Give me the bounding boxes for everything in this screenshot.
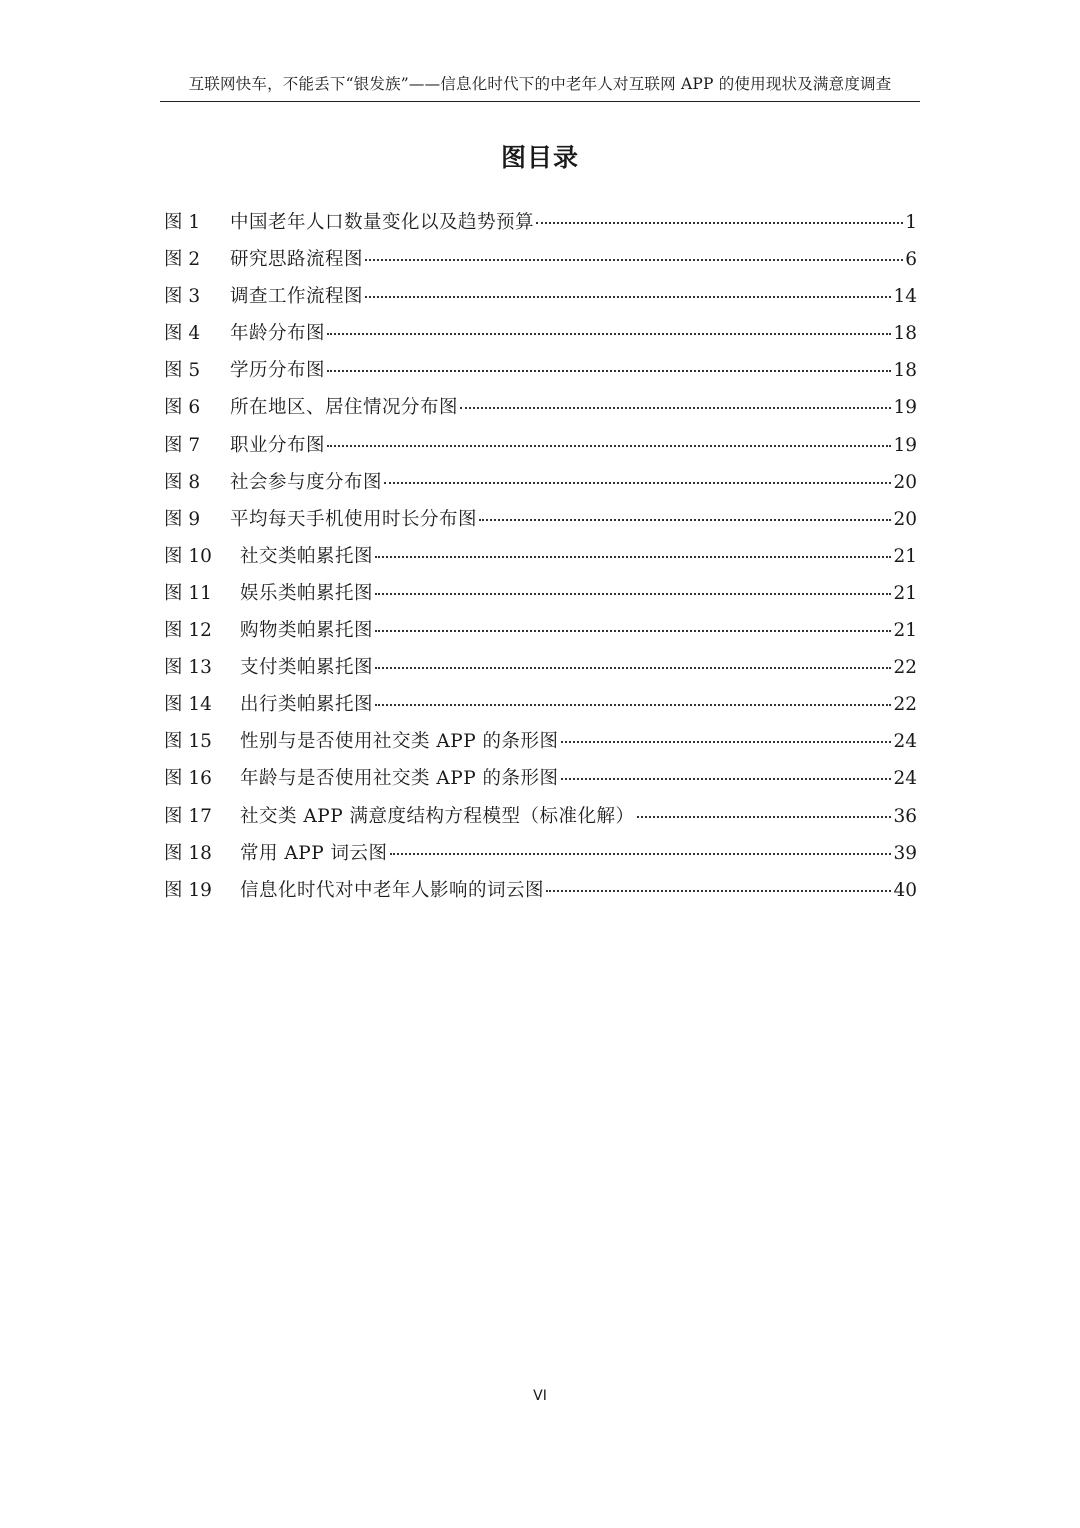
figure-caption: 支付类帕累托图	[240, 657, 374, 679]
figure-label: 图 13	[164, 657, 212, 679]
figure-label: 图 12	[164, 620, 212, 642]
figure-label: 图 1	[164, 212, 201, 233]
dot-leader	[561, 740, 892, 743]
figure-label: 图 8	[164, 471, 201, 493]
figure-caption: 调查工作流程图	[230, 286, 364, 308]
dot-leader	[365, 258, 903, 261]
figure-page-number: 21	[893, 582, 917, 604]
figure-page-number: 18	[893, 323, 917, 345]
figure-page-number: 1	[905, 212, 917, 233]
figure-page-number: 20	[893, 471, 917, 493]
header-rule	[160, 101, 920, 102]
dot-leader	[365, 295, 891, 298]
toc-entry[interactable]	[164, 760, 917, 797]
dot-leader	[327, 369, 891, 372]
dot-leader	[561, 777, 892, 780]
figure-label: 图 18	[164, 842, 212, 864]
dot-leader	[384, 481, 891, 484]
figure-page-number: 39	[893, 842, 917, 864]
figure-page-number: 14	[893, 286, 917, 308]
dot-leader	[375, 666, 891, 669]
figure-label: 图 10	[164, 545, 212, 567]
toc-entry[interactable]	[164, 278, 917, 315]
running-header: 互联网快车，不能丢下“银发族”——信息化时代下的中老年人对互联网 APP 的使用现状及满意度调查	[188, 75, 892, 93]
toc-entry[interactable]	[164, 723, 917, 760]
page-number: VI	[533, 1388, 547, 1404]
figure-label: 图 9	[164, 508, 201, 530]
figure-caption: 中国老年人口数量变化以及趋势预算	[230, 212, 535, 233]
figure-page-number: 40	[893, 879, 917, 901]
toc-entry[interactable]	[164, 612, 917, 649]
toc-entry[interactable]	[164, 204, 917, 241]
figure-label: 图 17	[164, 805, 212, 827]
toc-entry[interactable]	[164, 538, 917, 575]
figure-caption: 购物类帕累托图	[240, 620, 374, 642]
toc-entry[interactable]	[164, 501, 917, 538]
toc-entry[interactable]	[164, 649, 917, 686]
dot-leader	[546, 889, 891, 892]
page-title: 图目录	[500, 143, 579, 172]
list-of-figures	[164, 204, 917, 909]
toc-entry[interactable]	[164, 464, 917, 501]
figure-caption: 社会参与度分布图	[230, 471, 383, 493]
figure-caption: 年龄与是否使用社交类 APP 的条形图	[240, 768, 559, 790]
figure-page-number: 36	[893, 805, 917, 827]
dot-leader	[375, 592, 891, 595]
toc-entry[interactable]	[164, 798, 917, 835]
toc-entry[interactable]	[164, 352, 917, 389]
figure-page-number: 24	[893, 768, 917, 790]
figure-label: 图 19	[164, 879, 212, 901]
figure-caption: 所在地区、居住情况分布图	[230, 397, 459, 419]
figure-caption: 平均每天手机使用时长分布图	[230, 508, 478, 530]
toc-entry[interactable]	[164, 835, 917, 872]
figure-label: 图 15	[164, 731, 212, 753]
figure-page-number: 19	[893, 434, 917, 456]
figure-label: 图 14	[164, 694, 212, 716]
toc-entry[interactable]	[164, 241, 917, 278]
figure-label: 图 16	[164, 768, 212, 790]
toc-entry[interactable]	[164, 315, 917, 352]
figure-caption: 研究思路流程图	[230, 249, 364, 271]
figure-label: 图 6	[164, 397, 201, 419]
figure-label: 图 7	[164, 434, 201, 456]
figure-caption: 信息化时代对中老年人影响的词云图	[240, 879, 545, 901]
figure-page-number: 19	[893, 397, 917, 419]
figure-caption: 职业分布图	[230, 434, 326, 456]
figure-label: 图 2	[164, 249, 201, 271]
figure-page-number: 22	[893, 657, 917, 679]
toc-entry[interactable]	[164, 686, 917, 723]
dot-leader	[479, 518, 891, 521]
dot-leader	[375, 629, 891, 632]
dot-leader	[327, 444, 891, 447]
toc-entry[interactable]	[164, 427, 917, 464]
dot-leader	[375, 555, 891, 558]
figure-label: 图 4	[164, 323, 201, 345]
figure-page-number: 22	[893, 694, 917, 716]
figure-caption: 社交类 APP 满意度结构方程模型（标准化解）	[240, 805, 635, 827]
figure-caption: 社交类帕累托图	[240, 545, 374, 567]
dot-leader	[327, 332, 891, 335]
toc-entry[interactable]	[164, 872, 917, 909]
figure-label: 图 3	[164, 286, 201, 308]
dot-leader	[536, 221, 903, 224]
dot-leader	[375, 703, 891, 706]
figure-caption: 常用 APP 词云图	[240, 842, 388, 864]
figure-label: 图 11	[164, 582, 212, 604]
figure-page-number: 20	[893, 508, 917, 530]
dot-leader	[460, 406, 891, 409]
figure-label: 图 5	[164, 360, 201, 382]
dot-leader	[637, 815, 892, 818]
figure-page-number: 24	[893, 731, 917, 753]
figure-page-number: 18	[893, 360, 917, 382]
figure-page-number: 21	[893, 545, 917, 567]
figure-caption: 娱乐类帕累托图	[240, 582, 374, 604]
figure-caption: 学历分布图	[230, 360, 326, 382]
figure-caption: 性别与是否使用社交类 APP 的条形图	[240, 731, 559, 753]
figure-page-number: 6	[905, 249, 917, 271]
figure-caption: 出行类帕累托图	[240, 694, 374, 716]
figure-page-number: 21	[893, 620, 917, 642]
figure-caption: 年龄分布图	[230, 323, 326, 345]
toc-entry[interactable]	[164, 389, 917, 426]
dot-leader	[390, 852, 892, 855]
toc-entry[interactable]	[164, 575, 917, 612]
